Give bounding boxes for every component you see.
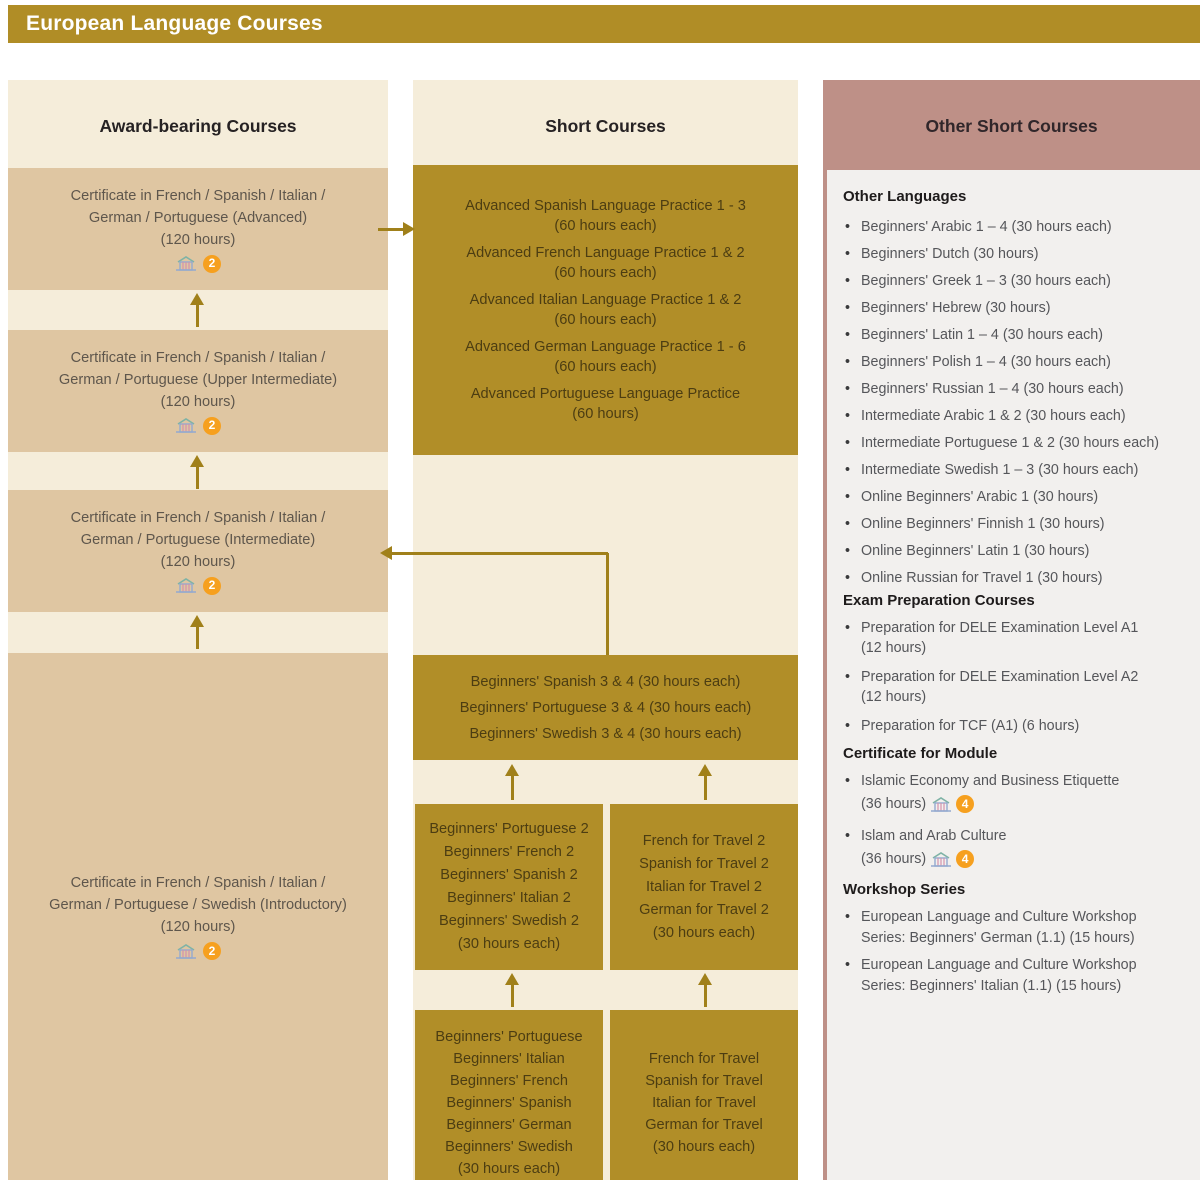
advanced-course — [465, 196, 746, 236]
course-hours: (120 hours) — [160, 553, 236, 570]
course-hours: (30 hours each) — [652, 924, 756, 941]
exam-preparation-list — [843, 618, 1190, 736]
course-name: Beginners' Portuguese 3 & 4 (30 hours each) — [459, 699, 752, 716]
course-name: Spanish for Travel 2 — [639, 855, 769, 872]
count-badge: 2 — [203, 942, 221, 960]
count-badge: 2 — [203, 255, 221, 273]
workshop-series-list — [843, 907, 1190, 997]
award-box-upper-intermediate — [8, 330, 388, 452]
course-name: Spanish for Travel — [645, 1073, 763, 1089]
advanced-course — [465, 337, 746, 377]
list-item: • Intermediate Swedish 1 – 3 (30 hours each) — [843, 457, 1190, 484]
flow-arrow-up — [190, 293, 204, 327]
badge-row — [175, 417, 221, 435]
list-item — [843, 667, 1190, 707]
course-name-line2: Series: Beginners' Italian (1.1) (15 hours) — [861, 978, 1122, 994]
course-name: Beginners' Portuguese — [435, 1029, 583, 1045]
list-item: • Intermediate Arabic 1 & 2 (30 hours each) — [843, 403, 1190, 430]
course-title-line: German / Portuguese (Upper Intermediate) — [58, 371, 338, 388]
campus-icon — [175, 417, 197, 434]
section-heading-exam-preparation: Exam Preparation Courses — [843, 592, 1035, 609]
course-name: Beginners' Swedish — [445, 1139, 573, 1155]
course-name: Preparation for DELE Examination Level A2 — [861, 669, 1139, 685]
section-heading-other-languages: Other Languages — [843, 188, 967, 205]
course-name: Advanced German Language Practice 1 - 6 — [465, 339, 746, 355]
title-bar-background — [8, 5, 1200, 43]
beginners-2-box — [415, 804, 603, 970]
course-hours: (30 hours each) — [457, 936, 561, 952]
course-name: German for Travel 2 — [639, 901, 769, 918]
course-hours: (12 hours) — [861, 689, 927, 705]
list-item: • Beginners' Polish 1 – 4 (30 hours each) — [843, 349, 1190, 376]
list-item: • Beginners' Arabic 1 – 4 (30 hours each) — [843, 214, 1190, 241]
advanced-course — [470, 290, 742, 330]
course-hours: (60 hours each) — [554, 218, 657, 234]
campus-icon — [930, 851, 952, 868]
campus-icon — [175, 577, 197, 594]
course-hours: (36 hours) — [861, 796, 927, 812]
flow-arrow-up — [698, 764, 712, 800]
course-name: Italian for Travel — [652, 1095, 756, 1111]
page-title: European Language Courses — [26, 12, 323, 35]
course-name: Italian for Travel 2 — [646, 878, 762, 895]
certificate-module-list — [843, 771, 1190, 872]
count-badge: 4 — [956, 850, 974, 868]
travel-2-box — [610, 804, 798, 970]
list-item: • Online Beginners' Finnish 1 (30 hours) — [843, 511, 1190, 538]
list-item: • Intermediate Portuguese 1 & 2 (30 hours each) — [843, 430, 1190, 457]
course-name: Beginners' Spanish 2 — [440, 867, 578, 883]
list-item — [843, 771, 1190, 817]
list-item: • Beginners' Hebrew (30 hours) — [843, 295, 1190, 322]
list-item: • Beginners' Dutch (30 hours) — [843, 241, 1190, 268]
section-heading-workshop-series: Workshop Series — [843, 881, 966, 898]
advanced-course — [466, 243, 744, 283]
badge-row — [175, 255, 221, 273]
course-hours: (60 hours) — [572, 406, 639, 422]
course-hours: (12 hours) — [861, 640, 927, 656]
course-title-line: German / Portuguese (Advanced) — [88, 209, 308, 226]
course-name: Beginners' Portuguese 2 — [429, 821, 589, 837]
flow-arrow-up — [190, 615, 204, 649]
course-title-line: Certificate in French / Spanish / Italian / — [70, 875, 326, 891]
course-hours: (30 hours each) — [457, 1161, 561, 1177]
title-bar — [8, 5, 1200, 43]
beginners-1-box — [415, 1010, 603, 1180]
course-name: Beginners' Swedish 2 — [439, 913, 579, 929]
course-title-line: German / Portuguese (Intermediate) — [80, 531, 316, 548]
list-item: • Online Beginners' Arabic 1 (30 hours) — [843, 484, 1190, 511]
course-name: Advanced Spanish Language Practice 1 - 3 — [465, 198, 746, 214]
advanced-course — [471, 384, 740, 424]
count-badge: 4 — [956, 795, 974, 813]
course-name: European Language and Culture Workshop — [861, 957, 1137, 973]
course-hours: (60 hours each) — [554, 312, 657, 328]
count-badge: 2 — [203, 577, 221, 595]
course-name: Beginners' Italian — [453, 1051, 565, 1067]
campus-icon — [930, 796, 952, 813]
course-name: Advanced French Language Practice 1 & 2 — [466, 245, 745, 261]
course-title-line: Certificate in French / Spanish / Italian / — [70, 509, 326, 526]
course-hours: (60 hours each) — [554, 265, 657, 281]
course-name: Preparation for TCF (A1) (6 hours) — [861, 718, 1080, 734]
course-name-line2: Series: Beginners' German (1.1) (15 hours) — [861, 930, 1135, 946]
course-name: Beginners' German — [446, 1117, 572, 1133]
list-item: • Beginners' Russian 1 – 4 (30 hours each) — [843, 376, 1190, 403]
advanced-practice-box — [413, 165, 798, 455]
flow-connector — [378, 228, 404, 231]
course-hours: (120 hours) — [160, 231, 236, 248]
list-item — [843, 826, 1190, 872]
course-name: French for Travel — [648, 1051, 760, 1067]
flow-arrow-left — [380, 546, 392, 560]
list-item: • Online Russian for Travel 1 (30 hours) — [843, 565, 1190, 592]
flow-arrow-up — [698, 973, 712, 1007]
section-heading-certificate-module: Certificate for Module — [843, 745, 998, 762]
course-name: Beginners' Italian 2 — [447, 890, 571, 906]
course-name: Beginners' French — [450, 1073, 568, 1089]
course-title-line: Certificate in French / Spanish / Italian / — [70, 349, 326, 366]
course-title-line: Certificate in French / Spanish / Italian / — [70, 187, 326, 204]
course-hours: (60 hours each) — [554, 359, 657, 375]
award-box-introductory — [8, 653, 388, 1180]
course-hours: (120 hours) — [160, 393, 236, 410]
course-name: Beginners' Spanish — [446, 1095, 572, 1111]
flow-arrow-up — [505, 973, 519, 1007]
course-name: Beginners' French 2 — [443, 844, 575, 860]
other-languages-list — [843, 214, 1190, 592]
flow-arrow-up — [190, 455, 204, 489]
course-name: Preparation for DELE Examination Level A1 — [861, 620, 1139, 636]
badge-row — [175, 942, 221, 960]
flow-connector — [392, 552, 608, 555]
course-title-line: German / Portuguese / Swedish (Introductory) — [49, 897, 347, 913]
flow-arrow-up — [505, 764, 519, 800]
campus-icon — [175, 943, 197, 960]
list-item: • Beginners' Greek 1 – 3 (30 hours each) — [843, 268, 1190, 295]
beginners-3-4-box — [413, 655, 798, 760]
course-name: Islam and Arab Culture — [861, 828, 1007, 844]
course-hours: (36 hours) — [861, 851, 927, 867]
list-item: • Online Beginners' Latin 1 (30 hours) — [843, 538, 1190, 565]
course-hours: (120 hours) — [160, 919, 236, 935]
other-courses-panel — [827, 170, 1200, 1180]
course-name: Islamic Economy and Business Etiquette — [861, 773, 1120, 789]
column-header-award: Award-bearing Courses — [99, 116, 297, 136]
flow-arrow-right — [403, 222, 415, 236]
course-name: French for Travel 2 — [642, 832, 766, 849]
course-name: Advanced Portuguese Language Practice — [470, 386, 741, 402]
list-item: • Beginners' Latin 1 – 4 (30 hours each) — [843, 322, 1190, 349]
award-box-advanced — [8, 168, 388, 290]
list-item — [843, 955, 1190, 997]
course-name: Advanced Italian Language Practice 1 & 2 — [469, 292, 742, 308]
campus-icon — [175, 255, 197, 272]
course-hours: (30 hours each) — [652, 1139, 756, 1155]
travel-1-box — [610, 1010, 798, 1180]
course-name: Beginners' Spanish 3 & 4 (30 hours each) — [470, 673, 741, 690]
award-box-intermediate — [8, 490, 388, 612]
course-name: Beginners' Swedish 3 & 4 (30 hours each) — [469, 725, 742, 742]
course-hours-row — [861, 791, 1190, 817]
count-badge: 2 — [203, 417, 221, 435]
column-other-short-courses — [823, 80, 1200, 1180]
list-item — [843, 618, 1190, 658]
badge-row — [175, 577, 221, 595]
course-hours-row — [861, 846, 1190, 872]
flow-connector — [606, 553, 609, 655]
course-name: European Language and Culture Workshop — [861, 909, 1137, 925]
list-item — [843, 716, 1190, 736]
column-header-short: Short Courses — [545, 116, 666, 136]
list-item — [843, 907, 1190, 949]
course-name: German for Travel — [645, 1117, 763, 1133]
column-header-other: Other Short Courses — [925, 116, 1098, 136]
